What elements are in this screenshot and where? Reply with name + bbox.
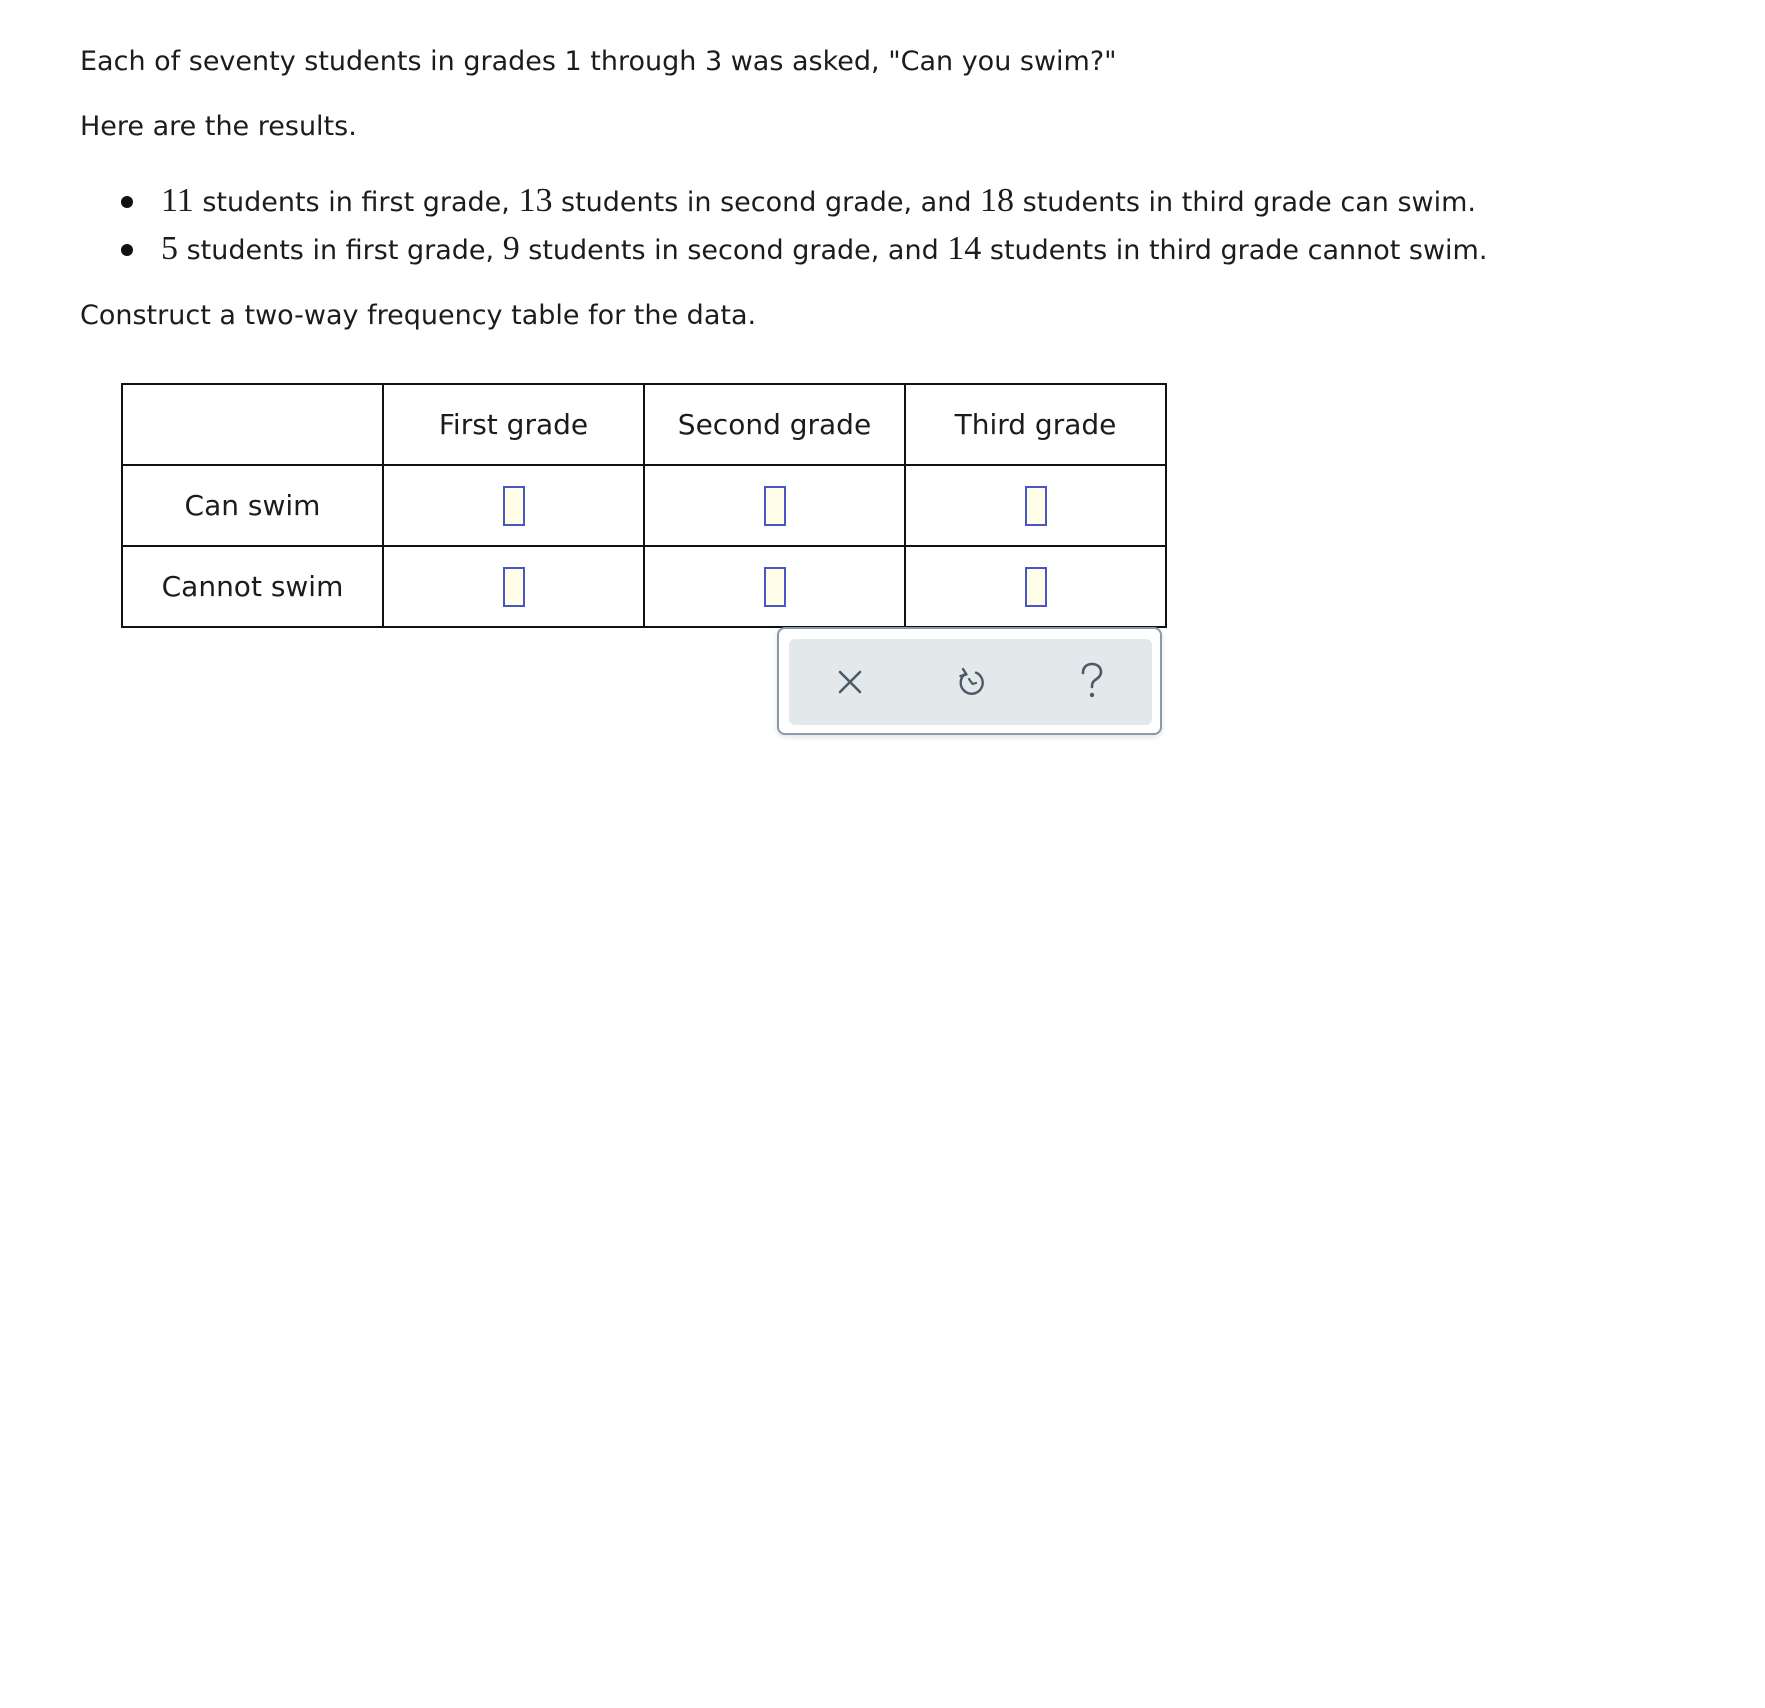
row-header-cannot-swim: Cannot swim (122, 546, 383, 627)
list-item (121, 225, 1487, 273)
table-cell (383, 465, 644, 546)
number: 9 (502, 230, 520, 267)
answer-input-cannot-swim-second-grade[interactable] (764, 567, 786, 607)
table-header-row (122, 384, 1166, 465)
column-header-second-grade: Second grade (644, 384, 905, 465)
answer-input-can-swim-third-grade[interactable] (1025, 486, 1047, 526)
column-header-first-grade: First grade (383, 384, 644, 465)
table-row (122, 546, 1166, 627)
number: 5 (161, 230, 178, 267)
results-list (121, 177, 1487, 273)
text: students in third grade can swim. (1014, 187, 1476, 218)
undo-button[interactable] (941, 652, 1001, 712)
table-cell (644, 465, 905, 546)
question-intro: Each of seventy students in grades 1 through 3 was asked, "Can you swim?" (80, 46, 1117, 77)
corner-cell (122, 384, 383, 465)
table-cell (905, 465, 1166, 546)
text: students in third grade cannot swim. (981, 235, 1488, 266)
answer-input-cannot-swim-third-grade[interactable] (1025, 567, 1047, 607)
undo-icon (955, 665, 987, 699)
text: students in second grade, and (552, 187, 981, 218)
number: 13 (518, 182, 553, 219)
clear-button[interactable] (820, 652, 880, 712)
row-header-can-swim: Can swim (122, 465, 383, 546)
results-label: Here are the results. (80, 111, 357, 142)
table-row (122, 465, 1166, 546)
table-cell (905, 546, 1166, 627)
instruction: Construct a two-way frequency table for the data. (80, 300, 757, 331)
text: students in first grade, (178, 235, 503, 266)
question-icon (1077, 662, 1107, 702)
table-cell (383, 546, 644, 627)
number: 18 (980, 182, 1015, 219)
number: 11 (161, 182, 194, 219)
help-button[interactable] (1062, 652, 1122, 712)
answer-input-cannot-swim-first-grade[interactable] (503, 567, 525, 607)
bullet-icon (121, 244, 133, 256)
answer-input-can-swim-second-grade[interactable] (764, 486, 786, 526)
answer-toolbar (777, 627, 1162, 735)
bullet-icon (121, 196, 133, 208)
answer-input-can-swim-first-grade[interactable] (503, 486, 525, 526)
number: 14 (947, 230, 982, 267)
x-icon (835, 667, 865, 697)
table-cell (644, 546, 905, 627)
frequency-table (121, 383, 1167, 628)
text: students in second grade, and (519, 235, 948, 266)
text: students in first grade, (193, 187, 519, 218)
toolbar-button-group (789, 639, 1152, 725)
list-item (121, 177, 1487, 225)
column-header-third-grade: Third grade (905, 384, 1166, 465)
